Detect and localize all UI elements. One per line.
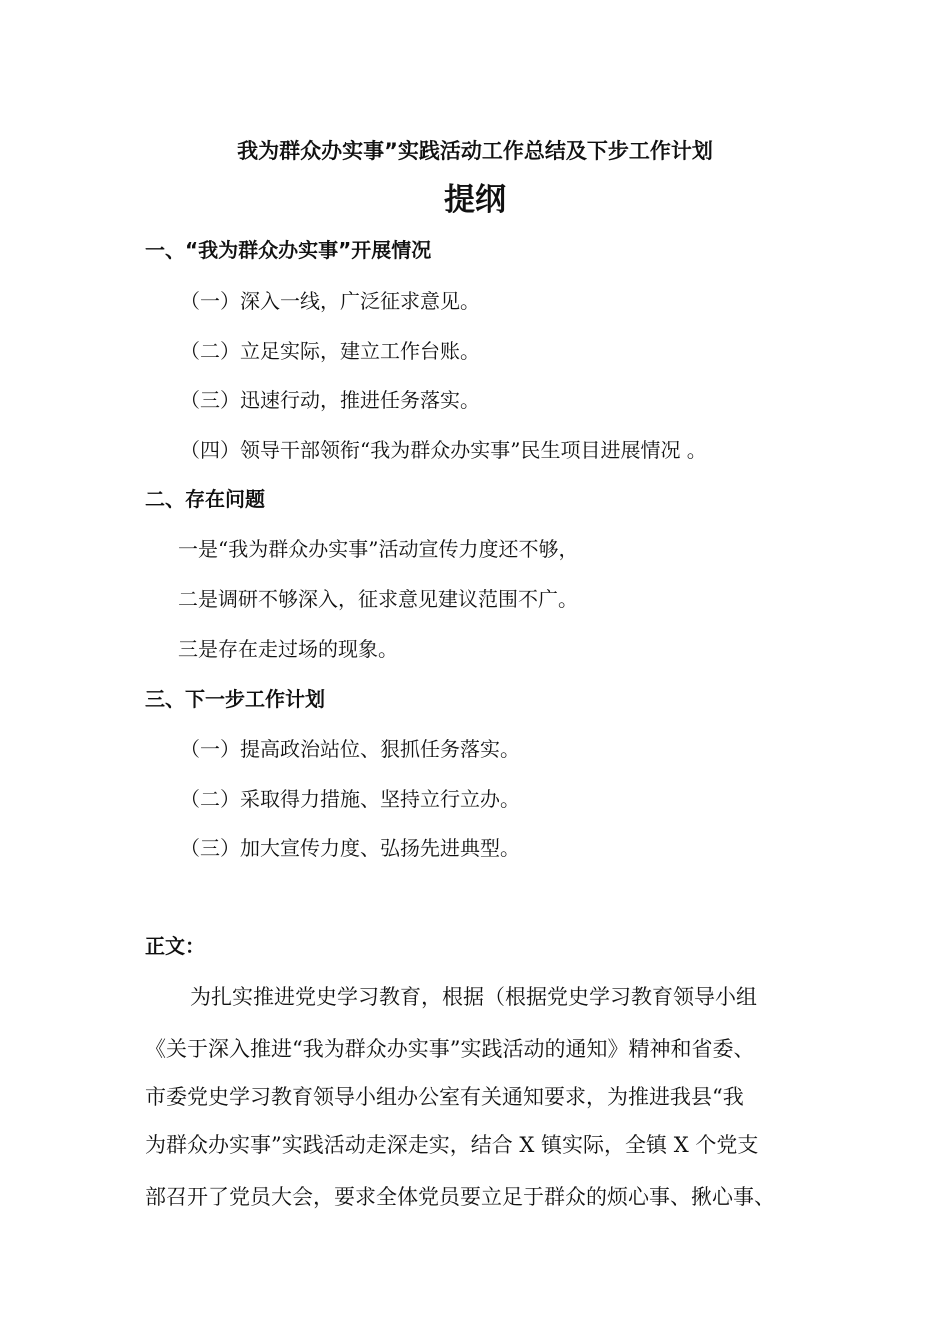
problem-item: 一是“我为群众办实事”活动宣传力度还不够， [178,537,579,561]
section-1-item: （四）领导干部领衔“我为群众办实事”民生项目进展情况 。 [180,438,707,462]
problem-item: 二是调研不够深入，征求意见建议范围不广。 [178,587,578,611]
section-1-item: （三）迅速行动，推进任务落实。 [180,388,480,412]
body-label: 正文： [145,934,205,958]
section-1-item: （二）立足实际，建立工作台账。 [180,339,480,363]
plan-item: （二）采取得力措施、坚持立行立办。 [180,787,520,811]
body-paragraph-line: 为群众办实事”实践活动走深走实，结合 X 镇实际，全镇 X 个党支 [145,1133,759,1157]
section-1-heading: 一、“我为群众办实事”开展情况 [145,238,432,262]
body-paragraph-line: 《关于深入推进“我为群众办实事”实践活动的通知》精神和省委、 [145,1037,755,1061]
section-3-heading: 三、下一步工作计划 [145,687,325,711]
plan-item: （三）加大宣传力度、弘扬先进典型。 [180,836,520,860]
section-1-item: （一）深入一线，广泛征求意见。 [180,289,480,313]
document-title: 我为群众办实事”实践活动工作总结及下步工作计划 [237,139,713,163]
body-paragraph-line: 市委党史学习教育领导小组办公室有关通知要求，为推进我县“我 [145,1085,744,1109]
problem-item: 三是存在走过场的现象。 [178,637,398,661]
plan-item: （一）提高政治站位、狠抓任务落实。 [180,737,520,761]
body-paragraph-line: 部召开了党员大会，要求全体党员要立足于群众的烦心事、揪心事、 [145,1185,775,1209]
body-paragraph-line: 为扎实推进党史学习教育，根据（根据党史学习教育领导小组 [190,985,757,1009]
document-subtitle: 提纲 [444,182,506,218]
section-2-heading: 二、存在问题 [145,487,265,511]
